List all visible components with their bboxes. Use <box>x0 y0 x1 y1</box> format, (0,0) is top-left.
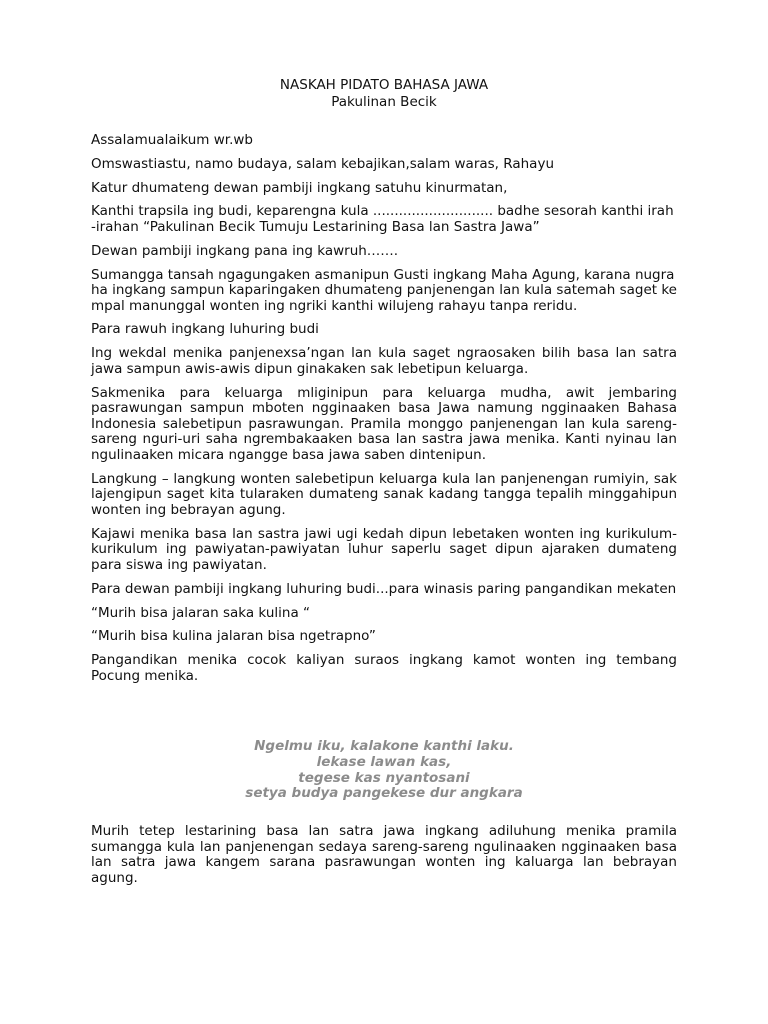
quote-2: “Murih bisa kulina jalaran bisa ngetrapno” <box>91 628 376 645</box>
tembang-pocung <box>91 739 677 802</box>
quote-1: “Murih bisa jalaran saka kulina “ <box>91 604 311 621</box>
body-paragraph-6: Pangandikan menika cocok kaliyan suraos ingkang kamot wonten ing tembang Pocung menika. <box>91 652 677 684</box>
title-block <box>91 77 677 111</box>
poem-line: tegese kas nyantosani <box>298 769 470 786</box>
closing-paragraph: Murih tetep lestarining basa lan satra jawa ingkang adiluhung menika pramila sumangga kula lan panjenengan sedaya sareng-sareng ngulinaaken ngginaaken basa lan satra jawa kangem sarana pasrawungan wonten ing kaluarga lan bebrayan agung. <box>91 823 677 886</box>
document-title: NASKAH PIDATO BAHASA JAWA <box>279 77 489 93</box>
body-paragraph-5: Para dewan pambiji ingkang luhuring budi...para winasis paring pangandikan mekaten <box>91 580 677 597</box>
address-jury: Katur dhumateng dewan pambiji ingkang satuhu kinurmatan, <box>91 179 508 196</box>
gratitude-paragraph: Sumangga tansah ngagungaken asmanipun Gusti ingkang Maha Agung, karana nugraha ingkang sampun kaparingaken dhumateng panjenengan lan kula satemah saget kempal manunggal wonten ing ngriki kanthi wilujeng rahayu tanpa reridu. <box>91 266 677 314</box>
body-paragraph-4: Kajawi menika basa lan sastra jawi ugi kedah dipun lebetaken wonten ing kurikulum-kurikulum ing pawiyatan-pawiyatan luhur saperlu saget dipun ajaraken dumateng para siswa ing pawiyatan. <box>91 525 677 573</box>
body-paragraph-1: Ing wekdal menika panjenexsa’ngan lan kula saget ngraosaken bilih basa lan satra jawa sampun awis-awis dipun ginakaken sak lebetipun keluarga. <box>91 345 677 377</box>
greeting-islam: Assalamualaikum wr.wb <box>91 132 254 148</box>
document-subtitle: Pakulinan Becik <box>331 94 437 110</box>
address-audience: Para rawuh ingkang luhuring budi <box>91 321 319 338</box>
speech-body <box>91 133 677 692</box>
poem-line: setya budya pangekese dur angkara <box>245 785 523 802</box>
body-paragraph-3: Langkung – langkung wonten salebetipun keluarga kula lan panjenengan rumiyin, sak lajengipun saget kita tularaken dumateng sanak kadang tangga tepalih minggahipun wonten ing bebrayan agung. <box>91 470 677 518</box>
greeting-general: Omswastiastu, namo budaya, salam kebajikan,salam waras, Rahayu <box>91 155 554 172</box>
speaker-introduction: Kanthi trapsila ing budi, keparengna kula ............................ badhe sesorah kanthi irah-irahan “Pakulinan Becik Tumuju Lestarining Basa lan Sastra Jawa” <box>91 203 674 235</box>
address-jury-knowledge: Dewan pambiji ingkang pana ing kawruh……. <box>91 242 399 259</box>
poem-line: Ngelmu iku, kalakone kanthi laku. <box>254 738 514 754</box>
poem-line: lekase lawan kas, <box>316 753 452 770</box>
body-paragraph-2: Sakmenika para keluarga mliginipun para keluarga mudha, awit jembaring pasrawungan sampun mboten ngginaaken basa Jawa namung ngginaaken Bahasa Indonesia salebetipun pasrawungan. Pramila monggo panjenengan lan kula sareng-sareng nguri-uri saha ngrembakaaken basa lan sastra jawa menika. Kanti nyinau lan ngulinaaken micara ngangge basa jawa saben dintenipun. <box>91 384 677 463</box>
